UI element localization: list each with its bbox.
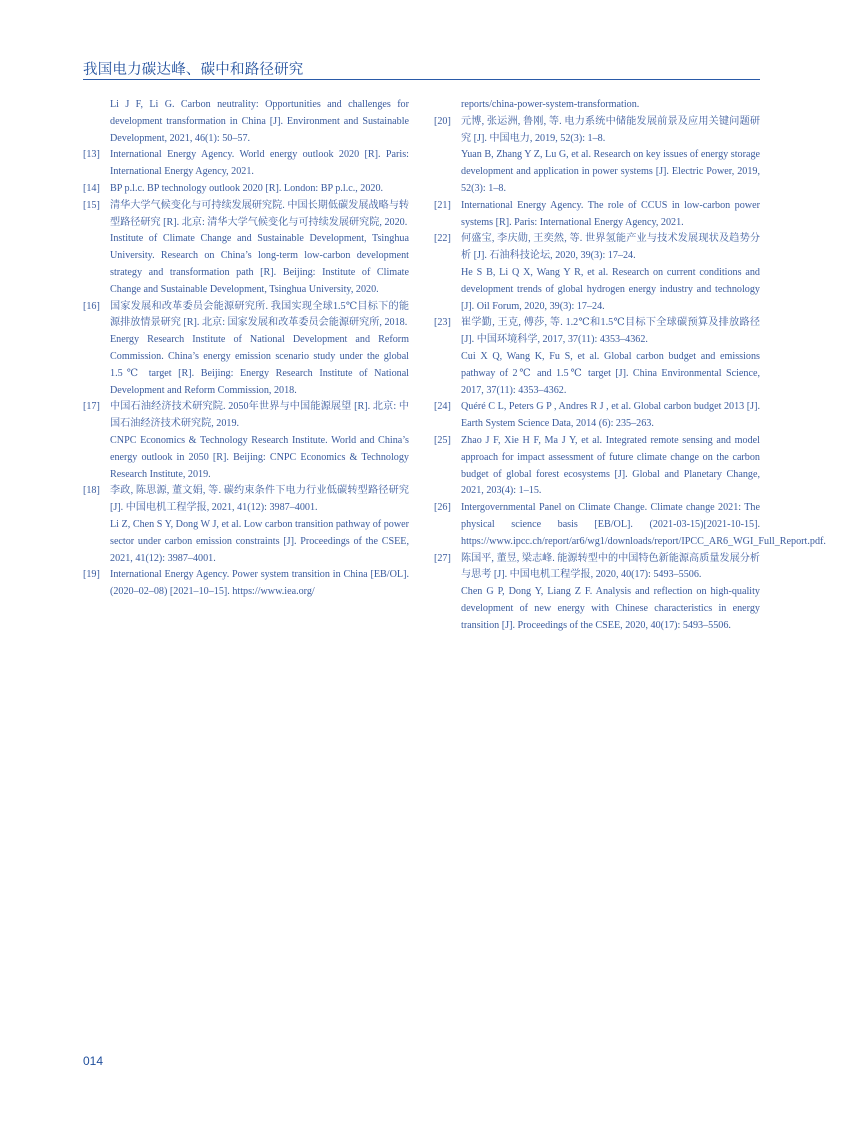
- references-column-left: [83, 97, 409, 601]
- reference-number: [16]: [83, 300, 100, 312]
- reference-entry: [83, 97, 409, 147]
- reference-text: 元博, 张运洲, 鲁刚, 等. 电力系统中储能发展前景及应用关键问题研究 [J]. 中国电力, 2019, 52(3): 1–8.: [461, 115, 760, 144]
- reference-text: Quéré C L, Peters G P , Andres R J , et al. Global carbon budget 2013 [J]. Earth System Science Data, 2014 (6): 235–263.: [461, 401, 760, 430]
- reference-entry: [434, 97, 760, 114]
- reference-number: [22]: [434, 233, 451, 245]
- reference-entry: [434, 198, 760, 232]
- reference-text: 中国石油经济技术研究院. 2050年世界与中国能源展望 [R]. 北京: 中国石油经济技术研究院, 2019.: [110, 401, 409, 430]
- references-column-right: [434, 97, 826, 635]
- reference-text: International Energy Agency. Power system transition in China [EB/OL]. (2020–02–08) [2021–10–15]. https://www.iea.org/: [110, 569, 409, 598]
- running-title: 我国电力碳达峰、碳中和路径研究: [83, 62, 304, 78]
- reference-text: CNPC Economics & Technology Research Institute. World and China’s energy outlook in 2050 [R]. Beijing: CNPC Economics & Technology Research Institute, 2019.: [110, 434, 409, 480]
- reference-number: [21]: [434, 199, 451, 211]
- reference-entry: [434, 114, 760, 198]
- reference-entry: [434, 315, 760, 399]
- reference-entry: [434, 500, 826, 550]
- header-rule: [83, 79, 760, 80]
- reference-entry: [83, 198, 409, 299]
- reference-entry: [434, 399, 760, 433]
- reference-entry: [434, 551, 760, 635]
- reference-text: International Energy Agency. World energy outlook 2020 [R]. Paris: International Energy Agency, 2021.: [110, 149, 409, 178]
- reference-text: 清华大学气候变化与可持续发展研究院. 中国长期低碳发展战略与转型路径研究 [R]. 北京: 清华大学气候变化与可持续发展研究院, 2020.: [110, 199, 409, 228]
- reference-entry: [83, 147, 409, 181]
- reference-entry: [83, 483, 409, 567]
- reference-entry: [83, 399, 409, 483]
- reference-text: Li J F, Li G. Carbon neutrality: Opportunities and challenges for development transformation in China [J]. Environment and Sustainable Development, 2021, 46(1): 50–57.: [110, 99, 409, 144]
- reference-text: Chen G P, Dong Y, Liang Z F. Analysis and reflection on high-quality development of new energy with Chinese characteristics in energy transition [J]. Proceedings of the CSEE, 2020, 40(17): 5493–5506.: [461, 586, 760, 631]
- reference-number: [18]: [83, 485, 100, 497]
- reference-text: Cui X Q, Wang K, Fu S, et al. Global carbon budget and emissions pathway of 2℃ and 1.5℃ target [J]. China Environmental Science, 2017, 37(11): 4353–4362.: [461, 350, 760, 396]
- reference-number: [27]: [434, 552, 451, 564]
- reference-text: 李政, 陈思源, 董文娟, 等. 碳约束条件下电力行业低碳转型路径研究 [J]. 中国电机工程学报, 2021, 41(12): 3987–4001.: [110, 485, 409, 514]
- reference-number: [24]: [434, 401, 451, 413]
- reference-number: [14]: [83, 182, 100, 194]
- reference-text: Intergovernmental Panel on Climate Change. Climate change 2021: The physical science basis [EB/OL]. (2021-03-15)[2021-10-15]. https://www.ipcc.ch/report/ar6/wg1/downloads/report/IPCC_AR6_WGI_Full_Report.pdf.: [461, 502, 826, 547]
- reference-number: [17]: [83, 401, 100, 413]
- page-number: 014: [83, 1054, 104, 1068]
- reference-text: 崔学勤, 王克, 傅莎, 等. 1.2℃和1.5℃目标下全球碳预算及排放路径 [J]. 中国环境科学, 2017, 37(11): 4353–4362.: [461, 317, 760, 346]
- reference-text: Energy Research Institute of National Development and Reform Commission. China’s energy emission scenario study under the global 1.5℃ target [R]. Beijing: Energy Research Institute of National Development and Reform Commission, 2018.: [110, 334, 409, 396]
- reference-text: 陈国平, 董昱, 梁志峰. 能源转型中的中国特色新能源高质量发展分析与思考 [J]. 中国电机工程学报, 2020, 40(17): 5493–5506.: [461, 552, 760, 581]
- reference-text: He S B, Li Q X, Wang Y R, et al. Research on current conditions and development trends of global hydrogen energy industry and technology [J]. Oil Forum, 2020, 39(3): 17–24.: [461, 266, 760, 312]
- reference-number: [15]: [83, 199, 100, 211]
- reference-number: [25]: [434, 434, 451, 446]
- reference-entry: [434, 433, 760, 500]
- reference-text: International Energy Agency. The role of CCUS in low-carbon power systems [R]. Paris: International Energy Agency, 2021.: [461, 199, 760, 228]
- reference-text: Yuan B, Zhang Y Z, Lu G, et al. Research on key issues of energy storage development and application in power systems [J]. Electric Power, 2019, 52(3): 1–8.: [461, 149, 760, 194]
- reference-text: 国家发展和改革委员会能源研究所. 我国实现全球1.5℃目标下的能源排放情景研究 [R]. 北京: 国家发展和改革委员会能源研究所, 2018.: [110, 300, 409, 329]
- reference-text: BP p.l.c. BP technology outlook 2020 [R]. London: BP p.l.c., 2020.: [110, 182, 384, 194]
- reference-entry: [434, 231, 760, 315]
- reference-text: reports/china-power-system-transformation.: [461, 99, 640, 110]
- reference-number: [13]: [83, 149, 100, 161]
- reference-text: Li Z, Chen S Y, Dong W J, et al. Low carbon transition pathway of power sector under carbon emission constraints [J]. Proceedings of the CSEE, 2021, 41(12): 3987–4001.: [110, 518, 409, 564]
- reference-entry: [83, 299, 409, 400]
- reference-text: Zhao J F, Xie H F, Ma J Y, et al. Integrated remote sensing and model approach for impact assessment of future climate change on the carbon budget of global forest ecosystems [J]. Global and Planetary Change, 2021, 203(4): 1–15.: [461, 434, 760, 497]
- reference-text: 何盛宝, 李庆勋, 王奕然, 等. 世界氢能产业与技术发展现状及趋势分析 [J]. 石油科技论坛, 2020, 39(3): 17–24.: [461, 233, 760, 262]
- reference-entry: [83, 181, 409, 198]
- reference-number: [19]: [83, 569, 100, 581]
- reference-number: [26]: [434, 502, 451, 514]
- reference-number: [20]: [434, 115, 451, 127]
- reference-text: Institute of Climate Change and Sustainable Development, Tsinghua University. Research on China’s long-term low-carbon development strategy and transformation path [R]. Beijing: Institute of Climate Change and Sustainable Development, Tsinghua University, 2020.: [110, 233, 409, 295]
- reference-entry: [83, 567, 409, 601]
- reference-number: [23]: [434, 317, 451, 329]
